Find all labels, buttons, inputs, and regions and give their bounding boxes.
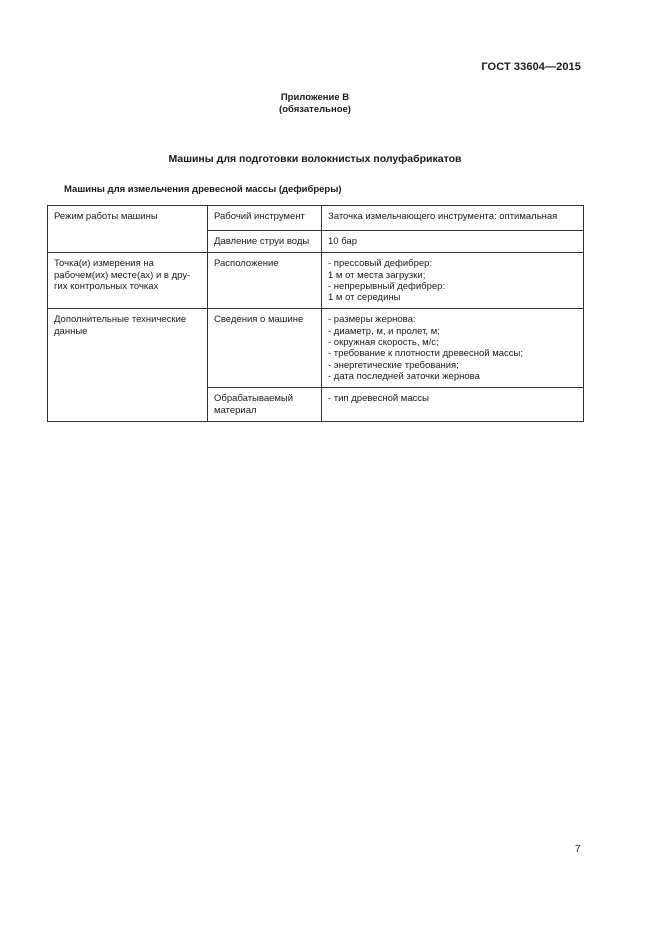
table-row xyxy=(48,206,584,231)
label-line: данные xyxy=(54,325,88,337)
label-line: рабочем(их) месте(ах) и в дру- xyxy=(54,269,191,281)
table-cell-parameter xyxy=(208,309,322,388)
parameter-location: Расположение xyxy=(214,258,279,270)
parameter-water-pressure: Давление струи воды xyxy=(214,236,310,247)
value-tool-sharpening: Заточка измельчающего инструмента: оптимальная xyxy=(328,211,558,222)
label-line: гих контрольных точках xyxy=(54,280,159,292)
specification-table xyxy=(47,205,584,422)
table-row xyxy=(48,253,584,309)
page-number: 7 xyxy=(575,844,581,855)
parameter-line: материал xyxy=(214,404,257,416)
label-line: Дополнительные технические xyxy=(54,314,187,326)
value-line: - непрерывный дефибрер: xyxy=(328,280,446,292)
value-line: - окружная скорость, м/с; xyxy=(328,337,439,349)
document-number: ГОСТ 33604—2015 xyxy=(481,61,581,73)
parameter-working-tool: Рабочий инструмент xyxy=(214,211,305,222)
annex-heading xyxy=(0,92,630,116)
table-cell-value xyxy=(322,253,584,309)
table-row xyxy=(48,309,584,388)
table-cell-value xyxy=(322,206,584,231)
table-cell-label xyxy=(48,309,208,421)
value-line: - диаметр, м, и пролет, м; xyxy=(328,325,440,337)
table-cell-parameter xyxy=(208,388,322,422)
value-line: - размеры жернова: xyxy=(328,314,416,326)
operating-mode-label: Режим работы машины xyxy=(54,211,158,222)
table-cell-parameter xyxy=(208,231,322,253)
value-location xyxy=(322,253,583,308)
table-cell-value xyxy=(322,388,584,422)
table-cell-label xyxy=(48,253,208,309)
label-line: Точка(и) измерения на xyxy=(54,258,154,270)
value-line: - требование к плотности древесной массы; xyxy=(328,348,523,360)
parameter-processed-material xyxy=(208,388,321,421)
value-line: 1 м от середины xyxy=(328,292,401,304)
table-subtitle: Машины для измельчения древесной массы (дефибреры) xyxy=(64,184,342,195)
parameter-line: Обрабатываемый xyxy=(214,393,294,405)
annex-title: Приложение В xyxy=(280,92,350,103)
table-cell-value xyxy=(322,309,584,388)
annex-status: (обязательное) xyxy=(279,104,351,115)
table-cell-value xyxy=(322,231,584,253)
additional-data-label xyxy=(48,309,207,342)
table-cell-parameter xyxy=(208,206,322,231)
value-line: - прессовый дефибрер: xyxy=(328,258,433,270)
measurement-points-label xyxy=(48,253,207,297)
value-line: - энергетические требования; xyxy=(328,359,459,371)
value-line: - дата последней заточки жернова xyxy=(328,370,480,382)
value-machine-info xyxy=(322,309,583,387)
parameter-machine-info: Сведения о машине xyxy=(214,314,304,326)
table-cell-parameter xyxy=(208,253,322,309)
table-cell-label xyxy=(48,206,208,253)
main-title: Машины для подготовки волокнистых полуфабрикатов xyxy=(168,153,462,165)
value-pulp-type: - тип древесной массы xyxy=(328,393,429,405)
value-line: 1 м от места загрузки; xyxy=(328,269,426,281)
value-water-pressure: 10 бар xyxy=(328,236,357,247)
